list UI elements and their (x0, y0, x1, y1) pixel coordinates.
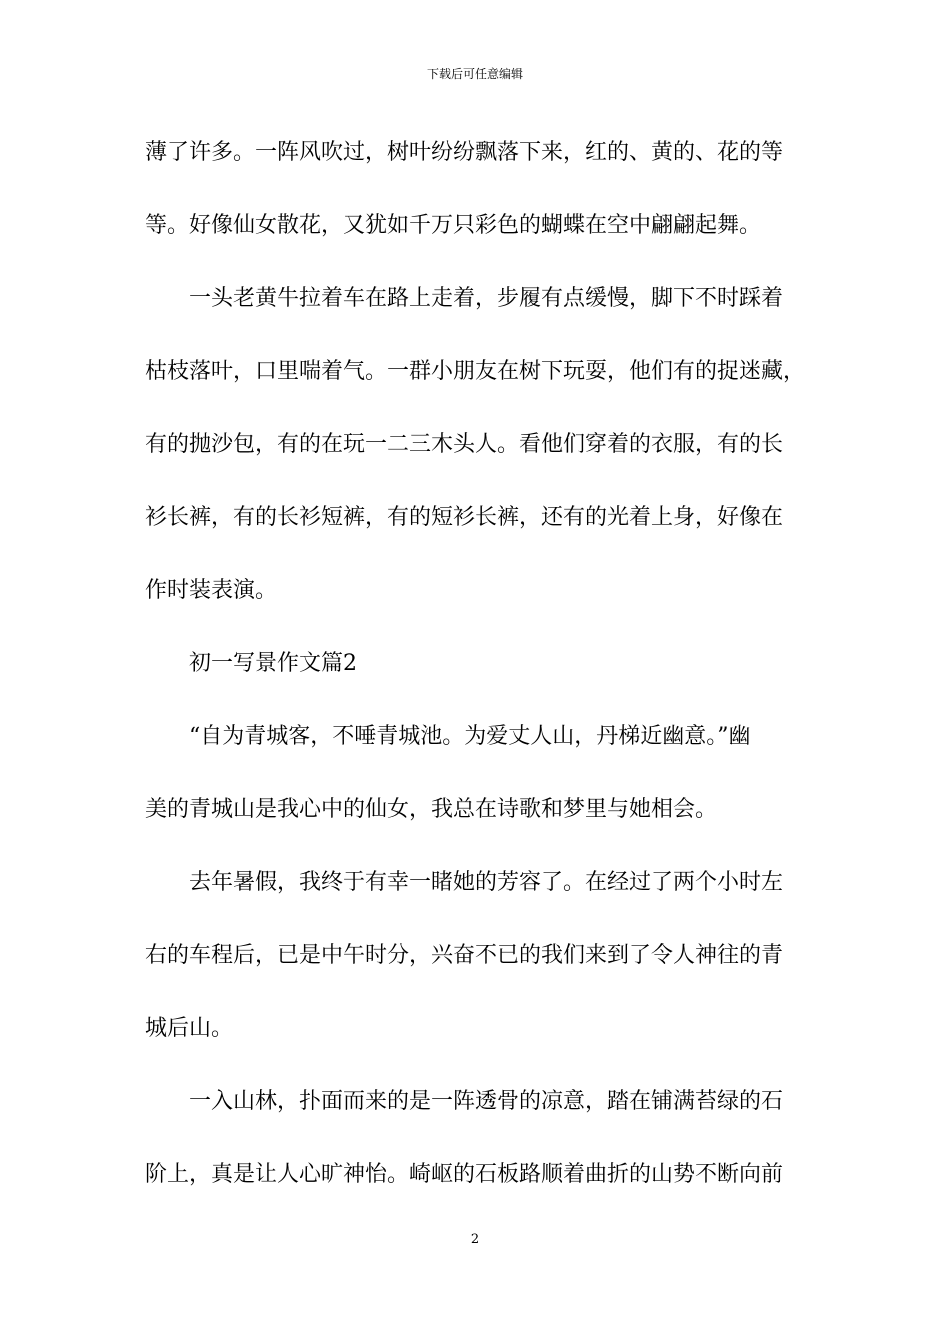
body-line: 衫长裤，有的长衫短裤，有的短衫长裤，还有的光着上身，好像在 (145, 505, 784, 530)
page-header: 下载后可任意编辑 (426, 67, 523, 81)
document-body (145, 126, 810, 1221)
paragraph-start-line: 一头老黄牛拉着车在路上走着，步履有点缓慢，脚下不时踩着 (189, 286, 784, 311)
body-line: 枯枝落叶，口里喘着气。一群小朋友在树下玩耍，他们有的捉迷藏， (145, 359, 806, 384)
paragraph-start-line: 去年暑假，我终于有幸一睹她的芳容了。在经过了两个小时左 (189, 870, 784, 895)
body-line: 城后山。 (145, 1016, 234, 1041)
body-line: 有的抛沙包，有的在玩一二三木头人。看他们穿着的衣服，有的长 (145, 432, 784, 457)
body-line: 作时装表演。 (145, 578, 278, 603)
paragraph-start-line: 一入山林，扑面而来的是一阵透骨的凉意，踏在铺满苔绿的石 (189, 1089, 784, 1114)
section-heading: 初一写景作文篇2 (189, 651, 357, 676)
body-line: 薄了许多。一阵风吹过，树叶纷纷飘落下来，红的、黄的、花的等 (145, 140, 784, 165)
body-line: 阶上，真是让人心旷神怡。崎岖的石板路顺着曲折的山势不断向前 (145, 1162, 784, 1187)
paragraph-start-line: “自为青城客，不唾青城池。为爱丈人山，丹梯近幽意。”幽 (189, 724, 751, 749)
body-line: 美的青城山是我心中的仙女，我总在诗歌和梦里与她相会。 (145, 797, 718, 822)
body-line: 右的车程后，已是中午时分，兴奋不已的我们来到了令人神往的青 (145, 943, 784, 968)
page-number: 2 (470, 1232, 480, 1247)
body-line: 等。好像仙女散花，又犹如千万只彩色的蝴蝶在空中翩翩起舞。 (145, 213, 762, 238)
